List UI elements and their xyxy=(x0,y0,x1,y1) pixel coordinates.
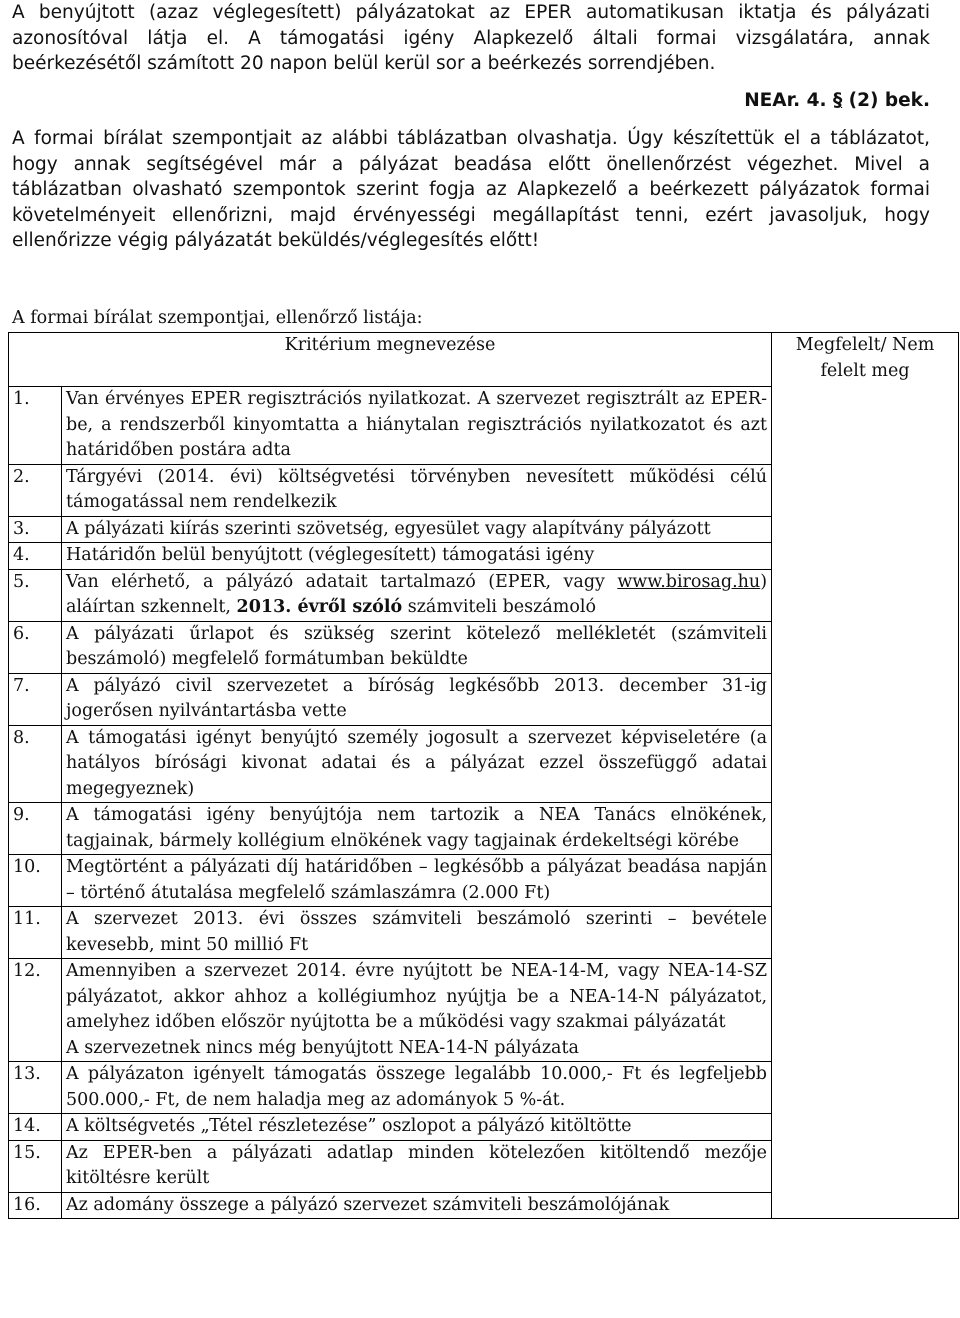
row-text-part: Amennyiben a szervezet 2014. évre nyújtott be NEA-14-M, vagy NEA-14-SZ pályázatot, akkor ahhoz a kollégiumhoz nyújtja be a NEA-14-N pályázatot, amelyhez időben először nyújtotta be a működési vagy szakmai pályázatát xyxy=(66,961,768,1032)
row-text-part: ) aláírtan szkennelt, xyxy=(66,571,768,617)
row-number: 9. xyxy=(9,803,62,855)
header-status-label: Megfelelt/ Nem felelt meg xyxy=(795,335,935,381)
row-criterion: A pályázaton igényelt támogatás összege legalább 10.000,- Ft és legfeljebb 500.000,- Ft, de nem haladja meg az adományok 5 %-át. xyxy=(62,1062,772,1114)
header-status xyxy=(772,333,959,1219)
criteria-table xyxy=(8,332,959,1219)
row-text-part: A szervezetnek nincs még benyújtott NEA-14-N pályázata xyxy=(66,1037,579,1058)
row-number: 12. xyxy=(9,959,62,1062)
row-criterion: Az EPER-ben a pályázati adatlap minden kötelezően kitöltendő mezője kitöltésre került xyxy=(62,1140,772,1192)
row-number: 2. xyxy=(9,464,62,516)
row-number: 3. xyxy=(9,516,62,543)
row-number: 4. xyxy=(9,543,62,570)
guidance-paragraph: A formai bírálat szempontjait az alábbi táblázatban olvashatja. Úgy készítettük el a táblázatot, hogy annak segítségével már a pályázat beadása előtt önellenőrzést végezhet. Mivel a táblázatban olvasható szempontok szerint fogja az Alapkezelő a beérkezett pályázatok formai követelményeit ellenőrizni, majd érvényességi megállapítást tenni, ezért javasoljuk, hogy ellenőrizze végig pályázatát beküldés/véglegesítés előtt! xyxy=(12,128,930,251)
intro-paragraph: A benyújtott (azaz véglegesített) pályázatokat az EPER automatikusan iktatja és pályázati azonosítóval látja el. A támogatási igény Alapkezelő általi formai vizsgálatára, annak beérkezésétől számított 20 napon belül kerül sor a beérkezés sorrendjében. xyxy=(12,2,930,74)
row-criterion: Van érvényes EPER regisztrációs nyilatkozat. A szervezet regisztrált az EPER-be, a rendszerből kinyomtatta a hiánytalan regisztrációs nyilatkozatot és azt határidőben postára adta xyxy=(62,387,772,465)
row-number: 16. xyxy=(9,1192,62,1219)
row-criterion: A szervezet 2013. évi összes számviteli beszámoló szerinti – bevétele kevesebb, mint 50 millió Ft xyxy=(62,907,772,959)
row-criterion: A pályázó civil szervezetet a bíróság legkésőbb 2013. december 31-ig jogerősen nyilvántartásba vette xyxy=(62,673,772,725)
row-criterion: Határidőn belül benyújtott (véglegesített) támogatási igény xyxy=(62,543,772,570)
table-header-row xyxy=(9,333,959,387)
row-criterion: A pályázati űrlapot és szükség szerint kötelező mellékletét (számviteli beszámoló) megfelelő formátumban beküldte xyxy=(62,621,772,673)
row-criterion xyxy=(62,569,772,621)
reference-suffix: (2) bek. xyxy=(848,90,930,111)
row-number: 6. xyxy=(9,621,62,673)
row-criterion: A költségvetés „Tétel részletezése” oszlopot a pályázó kitöltötte xyxy=(62,1114,772,1141)
row-criterion: A támogatási igényt benyújtó személy jogosult a szervezet képviseletére (a hatályos bírósági kivonat adatai és a pályázat ezzel összefüggő adatai megegyeznek) xyxy=(62,725,772,803)
row-number: 8. xyxy=(9,725,62,803)
row-criterion: A támogatási igény benyújtója nem tartozik a NEA Tanács elnökének, tagjainak, bármely kollégium elnökének vagy tagjainak érdekeltségi körébe xyxy=(62,803,772,855)
row-number: 7. xyxy=(9,673,62,725)
row-criterion xyxy=(62,959,772,1062)
legal-reference xyxy=(0,88,930,114)
reference-prefix: NEAr. 4. xyxy=(744,90,827,111)
row-criterion: A pályázati kiírás szerinti szövetség, egyesület vagy alapítvány pályázott xyxy=(62,516,772,543)
row-text-part: Van elérhető, a pályázó adatait tartalmazó (EPER, vagy xyxy=(66,571,618,592)
row-number: 13. xyxy=(9,1062,62,1114)
row-text-part: számviteli beszámoló xyxy=(402,597,597,617)
row-criterion: Megtörtént a pályázati díj határidőben – legkésőbb a pályázat beadása napján – történő átutalása megfelelő számlaszámra (2.000 Ft) xyxy=(62,855,772,907)
row-number: 14. xyxy=(9,1114,62,1141)
row-number: 1. xyxy=(9,387,62,465)
header-criterion: Kritérium megnevezése xyxy=(9,333,772,387)
section-sign: § xyxy=(832,90,843,111)
row-number: 15. xyxy=(9,1140,62,1192)
row-criterion: Az adomány összege a pályázó szervezet számviteli beszámolójának xyxy=(62,1192,772,1219)
row-criterion: Tárgyévi (2014. évi) költségvetési törvényben nevesített működési célú támogatással nem rendelkezik xyxy=(62,464,772,516)
row-number: 11. xyxy=(9,907,62,959)
table-caption: A formai bírálat szempontjai, ellenőrző listája: xyxy=(12,308,423,328)
birosag-link[interactable]: www.birosag.hu xyxy=(617,571,761,592)
row-text-bold: 2013. évről szóló xyxy=(236,597,403,617)
row-number: 10. xyxy=(9,855,62,907)
row-number: 5. xyxy=(9,569,62,621)
